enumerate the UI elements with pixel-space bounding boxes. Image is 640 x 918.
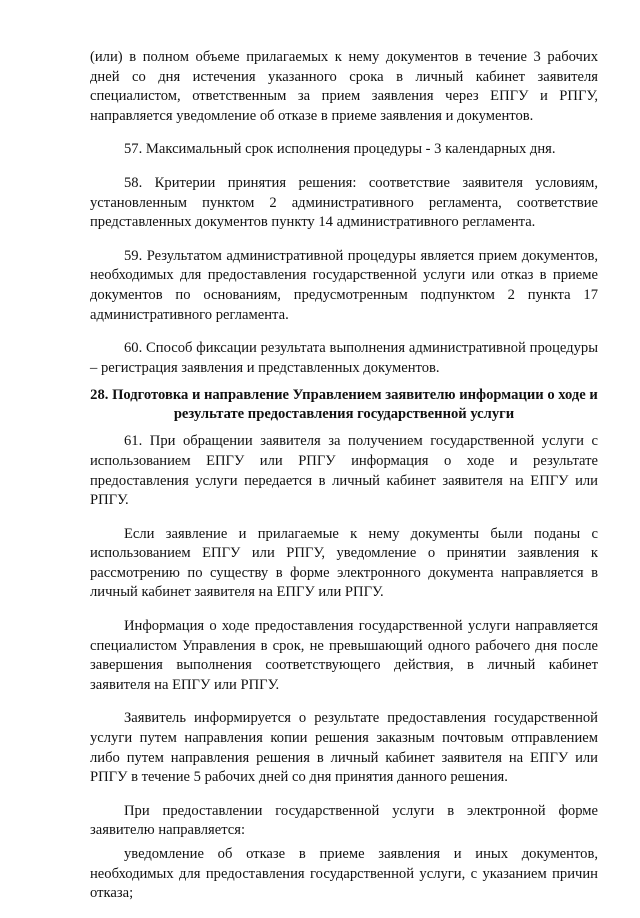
- paragraph-61-refusal-notice: уведомление об отказе в приеме заявления и иных документов, необходимых для предоставления государственной услуги, с указанием причин отказа;: [90, 846, 598, 902]
- section-heading-28: 28. Подготовка и направление Управлением заявителю информации о ходе и результате предоставления государственной услуги: [90, 387, 598, 423]
- paragraph-61: 61. При обращении заявителя за получением государственной услуги с использованием ЕПГУ или РПГУ информация о ходе и результате предоставления услуги передается в личный кабинет заявителя на ЕПГУ или РПГУ.: [90, 433, 598, 509]
- paragraph-61-result-info: Заявитель информируется о результате предоставления государственной услуги путем направления копии решения заказным почтовым отправлением либо путем направления решения в личный кабинет заявителя на ЕПГУ или РПГУ в течение 5 рабочих дней со дня принятия данного решения.: [90, 710, 598, 786]
- paragraph-61-electronic-form: При предоставлении государственной услуги в электронной форме заявителю направляется:: [90, 802, 598, 839]
- paragraph-57: 57. Максимальный срок исполнения процедуры - 3 календарных дня.: [124, 141, 556, 158]
- document-page: [90, 48, 598, 918]
- paragraph-59: 59. Результатом административной процедуры является прием документов, необходимых для предоставления государственной услуги или отказ в приеме документов по основаниям, предусмотренным подпунктом 2 пункта 17 административного регламента.: [90, 247, 598, 323]
- paragraph-61-progress-info: Информация о ходе предоставления государственной услуги направляется специалистом Управления в срок, не превышающий одного рабочего дня после завершения выполнения соответствующего действия, в личный кабинет заявителя на ЕПГУ или РПГУ.: [90, 618, 598, 693]
- paragraph-continuation: (или) в полном объеме прилагаемых к нему документов в течение 3 рабочих дней со дня истечения указанного срока в личный кабинет заявителя специалистом, ответственным за прием заявления через ЕПГУ и РПГУ, направляется уведомление об отказе в приеме заявления и документов.: [90, 49, 598, 124]
- paragraph-60: 60. Способ фиксации результата выполнения административной процедуры – регистрация заявления и представленных документов.: [90, 340, 598, 376]
- paragraph-61-notification: Если заявление и прилагаемые к нему документы были поданы с использованием ЕПГУ или РПГУ, уведомление о принятии заявления к рассмотрению по существу в форме электронного документа направляется в личный кабинет заявителя на ЕПГУ или РПГУ.: [90, 525, 598, 601]
- paragraph-58: 58. Критерии принятия решения: соответствие заявителя условиям, установленным пунктом 2 административного регламента, соответствие представленных документов пункту 14 административного регламента.: [90, 174, 598, 231]
